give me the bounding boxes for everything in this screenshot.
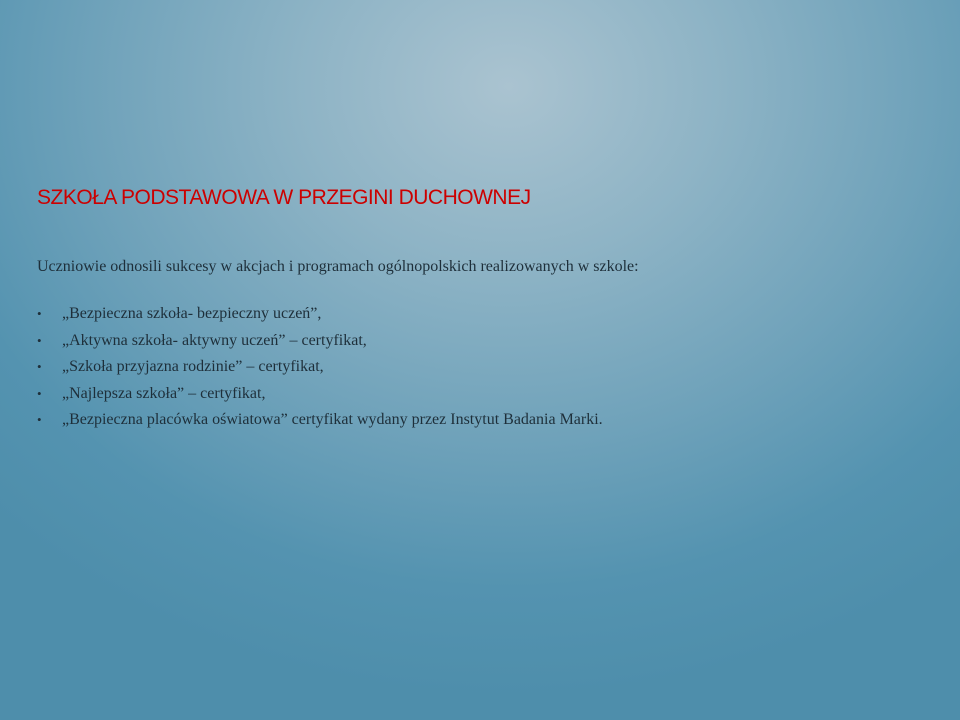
list-item <box>37 409 917 436</box>
list-item <box>37 303 917 330</box>
list-item-text: „Bezpieczna szkoła- bezpieczny uczeń”, <box>62 305 322 322</box>
achievement-list <box>37 303 917 436</box>
bullet-icon: • <box>37 385 42 401</box>
bullet-icon: • <box>37 306 42 321</box>
list-item-text: „Szkoła przyjazna rodzinie” – certyfikat, <box>62 358 324 375</box>
list-item-text: „Bezpieczna placówka oświatowa” certyfikat wydany przez Instytut Badania Marki. <box>62 411 603 428</box>
list-item <box>37 383 917 410</box>
bullet-icon: • <box>37 332 42 348</box>
slide-title: SZKOŁA PODSTAWOWA W PRZEGINI DUCHOWNEJ <box>37 186 531 209</box>
list-item <box>37 330 917 357</box>
list-item-text: „Najlepsza szkoła” – certyfikat, <box>62 384 266 402</box>
list-item-text: „Aktywna szkoła- aktywny uczeń” – certyfikat, <box>62 331 367 349</box>
intro-text: Uczniowie odnosili sukcesy w akcjach i programach ogólnopolskich realizowanych w szkole: <box>37 258 639 275</box>
bullet-icon: • <box>37 412 42 427</box>
list-item <box>37 356 917 383</box>
bullet-icon: • <box>37 359 42 374</box>
slide-content <box>37 256 917 436</box>
